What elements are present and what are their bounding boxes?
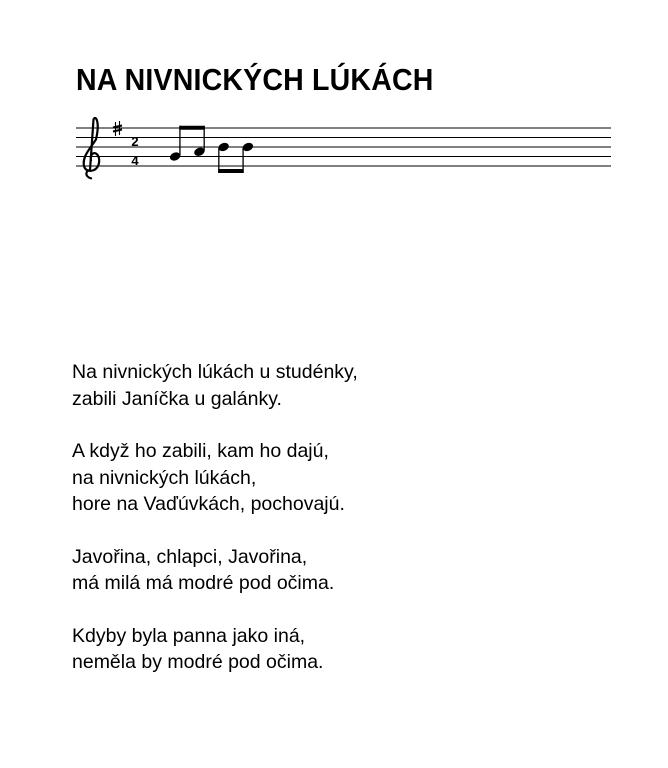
song-title: NA NIVNICKÝCH LÚKÁCH (76, 62, 434, 97)
lyrics (72, 359, 632, 702)
lyric-line: A když ho zabili, kam ho dajú, (72, 440, 329, 462)
time-signature-denominator: 4 (131, 153, 139, 168)
stanza-1 (72, 359, 632, 412)
lyric-line: zabili Janíčka u galánky. (72, 387, 282, 410)
lyric-line: Na nivnických lúkách u studénky, (72, 361, 358, 383)
stanza-4 (72, 623, 632, 676)
stanza-2 (72, 438, 632, 518)
stanza-3 (72, 544, 632, 597)
note-beam (218, 169, 243, 173)
time-signature-numerator: 2 (131, 134, 139, 149)
lyric-line: má milá má modré pod očima. (72, 572, 335, 594)
lyric-line: neměla by modré pod očima. (72, 651, 324, 673)
lyric-line: hore na Vaďúvkách, pochovajú. (72, 493, 345, 515)
treble-clef-icon (84, 118, 99, 178)
note-beam (179, 126, 204, 130)
lyric-line: Javořina, chlapci, Javořina, (72, 545, 308, 568)
lyric-line: na nivnických lúkách, (72, 466, 257, 489)
lyric-line: Kdyby byla panna jako iná, (72, 624, 306, 647)
music-score (0, 0, 668, 340)
